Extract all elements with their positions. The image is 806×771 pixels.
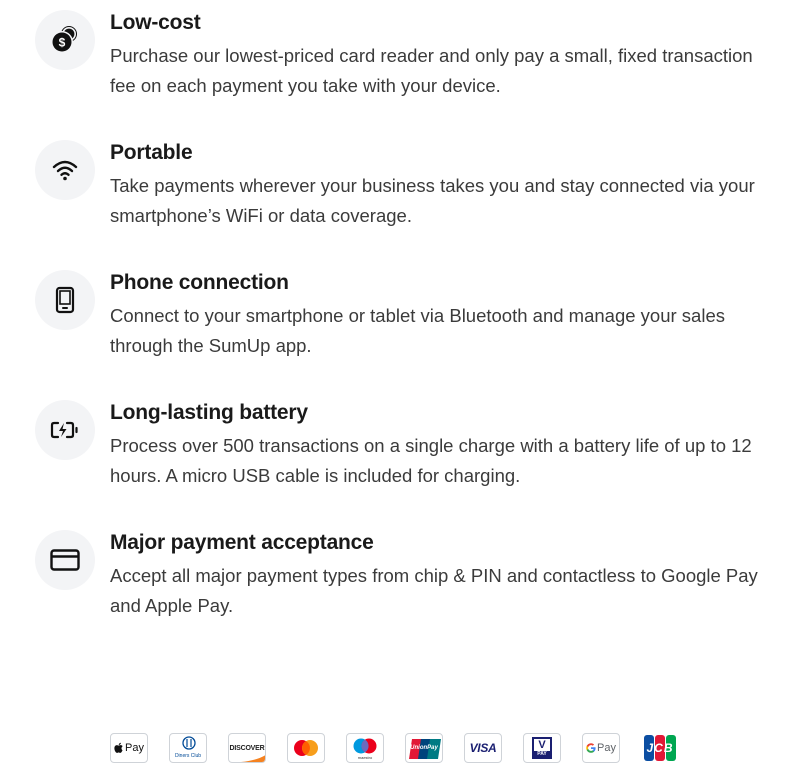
feature-long-lasting-battery — [0, 390, 806, 500]
google-g-icon — [586, 743, 596, 753]
feature-title: Major payment acceptance — [110, 531, 374, 554]
visa-label: VISA — [469, 741, 497, 755]
diners-club-label: Diners Club — [174, 753, 202, 759]
coins-dollar-icon — [35, 10, 95, 70]
apple-pay-logo — [110, 733, 148, 763]
feature-title: Long-lasting battery — [110, 401, 308, 424]
feature-description: Accept all major payment types from chip & PIN and contactless to Google Pay and Apple Pay. — [110, 565, 758, 616]
unionpay-logo — [405, 733, 443, 763]
vpay-logo — [523, 733, 561, 763]
feature-portable — [0, 130, 806, 240]
feature-low-cost — [0, 0, 806, 110]
payment-methods-row — [110, 733, 679, 767]
feature-title: Low-cost — [110, 11, 201, 34]
maestro-circles-icon — [350, 736, 380, 756]
feature-phone-connection — [0, 260, 806, 370]
feature-description: Purchase our lowest-priced card reader and only pay a small, fixed transaction fee on each payment you take with your device. — [110, 45, 753, 96]
discover-logo — [228, 733, 266, 763]
discover-label: DISCOVER — [229, 744, 265, 752]
vpay-badge — [532, 737, 552, 759]
feature-title: Portable — [110, 141, 193, 164]
diners-club-logo — [169, 733, 207, 763]
feature-description: Connect to your smartphone or tablet via Bluetooth and manage your sales through the SumUp app. — [110, 305, 725, 356]
credit-card-icon — [35, 530, 95, 590]
feature-major-payment-acceptance — [0, 520, 806, 630]
feature-description: Process over 500 transactions on a single charge with a battery life of up to 12 hours. A micro USB cable is included for charging. — [110, 435, 752, 486]
feature-title: Phone connection — [110, 271, 289, 294]
unionpay-label: UnionPay — [410, 745, 438, 751]
google-pay-logo — [582, 733, 620, 763]
google-pay-label: Pay — [597, 742, 616, 754]
jcb-logo — [641, 733, 679, 763]
discover-swoosh-icon — [229, 754, 266, 762]
feature-description: Take payments wherever your business takes you and stay connected via your smartphone’s WiFi or data coverage. — [110, 175, 755, 226]
wifi-icon — [35, 140, 95, 200]
vpay-pay-label: PAY — [534, 751, 550, 758]
maestro-label: maestro — [357, 755, 373, 760]
diners-club-icon — [181, 736, 197, 750]
maestro-logo — [346, 733, 384, 763]
mastercard-logo — [287, 733, 325, 763]
vpay-v-label: V — [538, 739, 546, 751]
svg-text:$: $ — [58, 35, 66, 50]
battery-charging-icon — [35, 400, 95, 460]
mastercard-circles-icon — [291, 738, 321, 758]
jcb-label: JCB — [646, 741, 674, 755]
smartphone-icon — [35, 270, 95, 330]
apple-icon — [114, 742, 124, 754]
apple-pay-label: Pay — [125, 742, 144, 754]
visa-logo — [464, 733, 502, 763]
